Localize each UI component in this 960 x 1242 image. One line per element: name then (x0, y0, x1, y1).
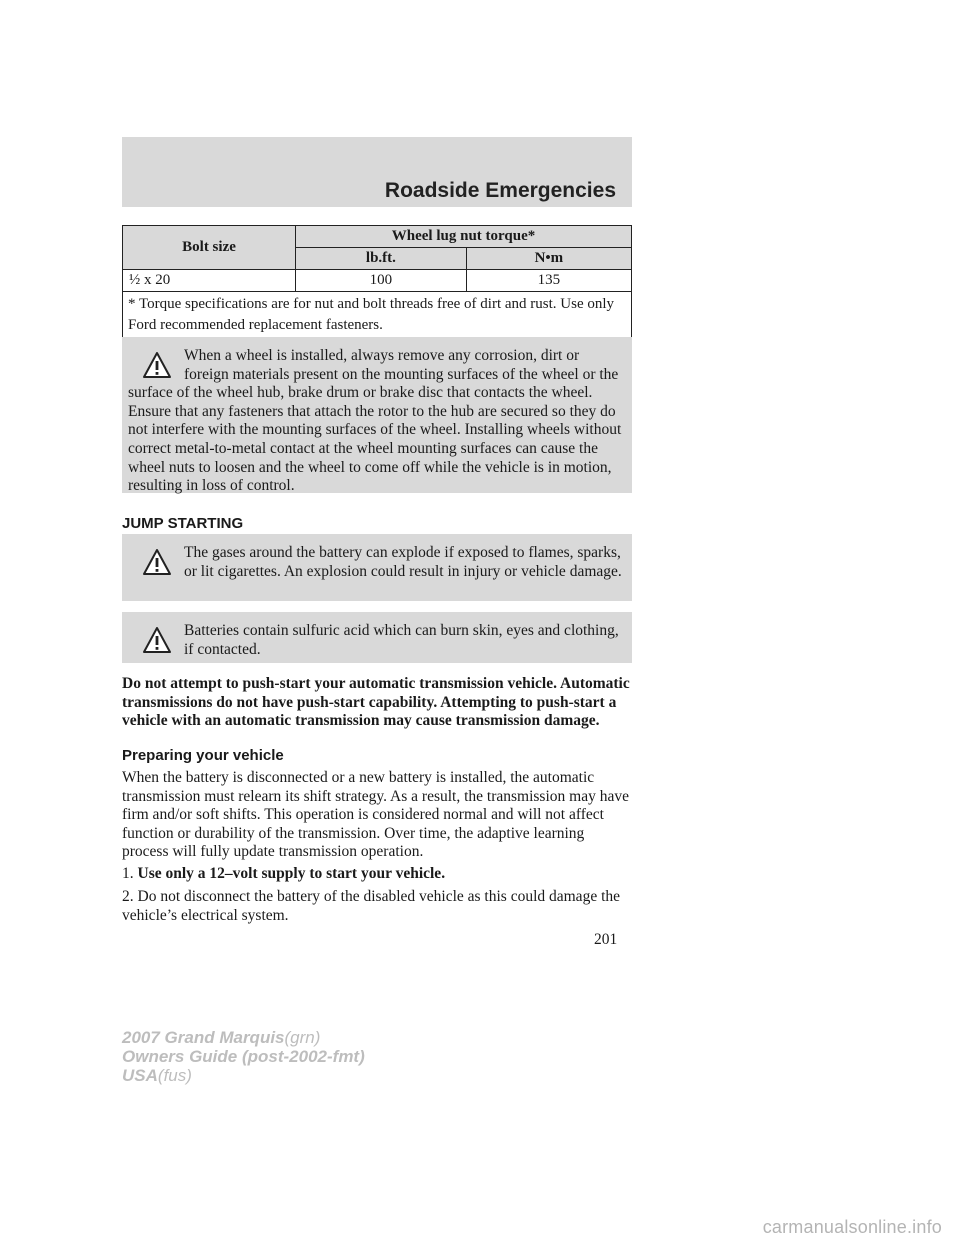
unit-nm: N•m (466, 248, 631, 270)
footer-market-code: (fus) (157, 1066, 192, 1085)
table-row (123, 270, 632, 292)
step-2: 2. Do not disconnect the battery of the disabled vehicle as this could damage the vehicle’s electrical system. (122, 888, 621, 924)
warning-acid-text: Batteries contain sulfuric acid which can burn skin, eyes and clothing, if contacted. (184, 622, 619, 658)
footer-guide: Owners Guide (post-2002-fmt) (122, 1047, 365, 1066)
preparing-vehicle-paragraph: When the battery is disconnected or a new battery is installed, the automatic transmission must relearn its shift strategy. As a result, the transmission may have firm and/or soft shifts. This operation is considered normal and will not affect function or durability of the transmission. Over time, the adaptive learning process will fully update transmission operation. (122, 769, 629, 861)
warning-gases-box (122, 534, 632, 601)
nm-cell: 135 (466, 270, 631, 292)
section-header-band (122, 137, 632, 207)
lbft-cell: 100 (296, 270, 467, 292)
warning-triangle-icon (142, 547, 172, 577)
document-footer (122, 1028, 365, 1085)
footer-model-code: (grn) (284, 1028, 321, 1047)
push-start-warning-paragraph: Do not attempt to push-start your automatic transmission vehicle. Automatic transmissions do not have push-start capability. Attempting to push-start a vehicle with an automatic transmission may cause transmission damage. (122, 675, 630, 730)
site-watermark: carmanualsonline.info (762, 1217, 942, 1237)
bolt-size-cell: ½ x 20 (123, 270, 296, 292)
warning-wheel-box (122, 337, 632, 493)
col-header-torque: Wheel lug nut torque* (296, 226, 632, 248)
preparing-vehicle-heading: Preparing your vehicle (122, 747, 284, 764)
step-1-text: Use only a 12–volt supply to start your vehicle. (137, 865, 446, 882)
col-header-bolt-size: Bolt size (123, 226, 296, 270)
jump-starting-heading: JUMP STARTING (122, 515, 244, 532)
torque-footnote: * Torque specifications are for nut and bolt threads free of dirt and rust. Use only Ford recommended replacement fasteners. (123, 292, 632, 339)
page-number: 201 (594, 931, 618, 948)
step-1-number: 1. (122, 865, 134, 882)
warning-triangle-icon (142, 625, 172, 655)
section-title: Roadside Emergencies (384, 179, 616, 202)
warning-gases-text: The gases around the battery can explode if exposed to flames, sparks, or lit cigarettes. An explosion could result in injury or vehicle damage. (184, 544, 622, 580)
footer-market: USA (122, 1066, 158, 1085)
torque-table (122, 225, 632, 339)
warning-triangle-icon (142, 350, 172, 380)
warning-acid-box (122, 612, 632, 663)
unit-lbft: lb.ft. (296, 248, 467, 270)
step-1 (122, 865, 632, 884)
footer-model: 2007 Grand Marquis (122, 1028, 285, 1047)
warning-wheel-text: When a wheel is installed, always remove any corrosion, dirt or foreign materials present on the mounting surfaces of the wheel or the surface of the wheel hub, brake drum or brake disc that contacts the wheel. Ensure that any fasteners that attach the rotor to the hub are secured so they do not interfere with the mounting surfaces of the wheel. Installing wheels without correct metal-to-metal contact at the wheel mounting surfaces can cause the wheel nuts to loosen and the wheel to come off while the vehicle is in motion, resulting in loss of control. (128, 347, 622, 495)
